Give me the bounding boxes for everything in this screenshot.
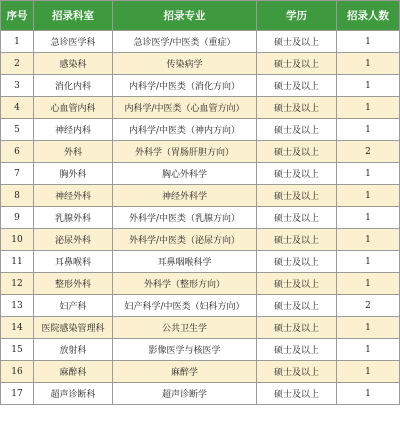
cell-index: 8 bbox=[1, 185, 34, 207]
cell-education: 硕士及以上 bbox=[257, 119, 337, 141]
table-row bbox=[1, 163, 400, 185]
cell-major: 外科学（整形方向） bbox=[113, 273, 257, 295]
cell-index: 4 bbox=[1, 97, 34, 119]
cell-department: 神经外科 bbox=[34, 185, 113, 207]
cell-index: 15 bbox=[1, 339, 34, 361]
cell-major: 外科学/中医类（泌尿方向） bbox=[113, 229, 257, 251]
cell-department: 消化内科 bbox=[34, 75, 113, 97]
cell-count: 1 bbox=[337, 31, 400, 53]
cell-education: 硕士及以上 bbox=[257, 185, 337, 207]
cell-education: 硕士及以上 bbox=[257, 383, 337, 405]
table-row bbox=[1, 185, 400, 207]
cell-index: 16 bbox=[1, 361, 34, 383]
cell-department: 感染科 bbox=[34, 53, 113, 75]
cell-major: 神经外科学 bbox=[113, 185, 257, 207]
cell-department: 乳腺外科 bbox=[34, 207, 113, 229]
cell-index: 9 bbox=[1, 207, 34, 229]
cell-major: 公共卫生学 bbox=[113, 317, 257, 339]
cell-major: 内科学/中医类（心血管方向） bbox=[113, 97, 257, 119]
cell-major: 耳鼻咽喉科学 bbox=[113, 251, 257, 273]
cell-department: 超声诊断科 bbox=[34, 383, 113, 405]
cell-count: 1 bbox=[337, 361, 400, 383]
cell-major: 胸心外科学 bbox=[113, 163, 257, 185]
cell-department: 医院感染管理科 bbox=[34, 317, 113, 339]
table-row bbox=[1, 295, 400, 317]
cell-count: 1 bbox=[337, 207, 400, 229]
cell-count: 1 bbox=[337, 185, 400, 207]
header-major: 招录专业 bbox=[113, 1, 257, 31]
table-row bbox=[1, 75, 400, 97]
cell-index: 3 bbox=[1, 75, 34, 97]
cell-count: 1 bbox=[337, 75, 400, 97]
cell-education: 硕士及以上 bbox=[257, 339, 337, 361]
cell-major: 妇产科学/中医类（妇科方向） bbox=[113, 295, 257, 317]
table-row bbox=[1, 31, 400, 53]
cell-department: 心血管内科 bbox=[34, 97, 113, 119]
cell-count: 1 bbox=[337, 317, 400, 339]
cell-index: 12 bbox=[1, 273, 34, 295]
cell-count: 1 bbox=[337, 163, 400, 185]
table-row bbox=[1, 339, 400, 361]
cell-count: 1 bbox=[337, 339, 400, 361]
cell-education: 硕士及以上 bbox=[257, 163, 337, 185]
table-header bbox=[1, 1, 400, 31]
table-body bbox=[1, 31, 400, 405]
cell-education: 硕士及以上 bbox=[257, 53, 337, 75]
cell-education: 硕士及以上 bbox=[257, 251, 337, 273]
cell-education: 硕士及以上 bbox=[257, 317, 337, 339]
table-row bbox=[1, 97, 400, 119]
cell-education: 硕士及以上 bbox=[257, 361, 337, 383]
cell-department: 神经内科 bbox=[34, 119, 113, 141]
cell-index: 14 bbox=[1, 317, 34, 339]
cell-index: 17 bbox=[1, 383, 34, 405]
cell-education: 硕士及以上 bbox=[257, 31, 337, 53]
table-row bbox=[1, 207, 400, 229]
cell-department: 外科 bbox=[34, 141, 113, 163]
cell-count: 1 bbox=[337, 251, 400, 273]
cell-major: 外科学（胃肠肝胆方向） bbox=[113, 141, 257, 163]
table-row bbox=[1, 317, 400, 339]
table-row bbox=[1, 229, 400, 251]
cell-count: 2 bbox=[337, 295, 400, 317]
cell-major: 传染病学 bbox=[113, 53, 257, 75]
cell-index: 11 bbox=[1, 251, 34, 273]
cell-major: 超声诊断学 bbox=[113, 383, 257, 405]
cell-education: 硕士及以上 bbox=[257, 207, 337, 229]
cell-department: 整形外科 bbox=[34, 273, 113, 295]
header-row bbox=[1, 1, 400, 31]
cell-count: 1 bbox=[337, 119, 400, 141]
cell-major: 内科学/中医类（神内方向） bbox=[113, 119, 257, 141]
cell-count: 1 bbox=[337, 53, 400, 75]
table-row bbox=[1, 53, 400, 75]
cell-education: 硕士及以上 bbox=[257, 75, 337, 97]
cell-major: 急诊医学/中医类（重症） bbox=[113, 31, 257, 53]
cell-department: 麻醉科 bbox=[34, 361, 113, 383]
cell-index: 2 bbox=[1, 53, 34, 75]
table-row bbox=[1, 251, 400, 273]
cell-index: 7 bbox=[1, 163, 34, 185]
cell-major: 内科学/中医类（消化方向） bbox=[113, 75, 257, 97]
table-row bbox=[1, 361, 400, 383]
header-index: 序号 bbox=[1, 1, 34, 31]
cell-department: 胸外科 bbox=[34, 163, 113, 185]
cell-education: 硕士及以上 bbox=[257, 97, 337, 119]
cell-count: 2 bbox=[337, 141, 400, 163]
cell-department: 妇产科 bbox=[34, 295, 113, 317]
cell-education: 硕士及以上 bbox=[257, 229, 337, 251]
cell-department: 急诊医学科 bbox=[34, 31, 113, 53]
cell-major: 影像医学与核医学 bbox=[113, 339, 257, 361]
cell-index: 5 bbox=[1, 119, 34, 141]
cell-major: 外科学/中医类（乳腺方向） bbox=[113, 207, 257, 229]
header-department: 招录科室 bbox=[34, 1, 113, 31]
header-education: 学历 bbox=[257, 1, 337, 31]
table-row bbox=[1, 119, 400, 141]
cell-count: 1 bbox=[337, 383, 400, 405]
cell-count: 1 bbox=[337, 97, 400, 119]
table-row bbox=[1, 141, 400, 163]
cell-index: 6 bbox=[1, 141, 34, 163]
cell-index: 13 bbox=[1, 295, 34, 317]
cell-index: 1 bbox=[1, 31, 34, 53]
table-row bbox=[1, 273, 400, 295]
cell-count: 1 bbox=[337, 273, 400, 295]
cell-count: 1 bbox=[337, 229, 400, 251]
cell-department: 泌尿外科 bbox=[34, 229, 113, 251]
header-count: 招录人数 bbox=[337, 1, 400, 31]
cell-index: 10 bbox=[1, 229, 34, 251]
cell-education: 硕士及以上 bbox=[257, 141, 337, 163]
cell-major: 麻醉学 bbox=[113, 361, 257, 383]
cell-department: 放射科 bbox=[34, 339, 113, 361]
table-row bbox=[1, 383, 400, 405]
cell-education: 硕士及以上 bbox=[257, 295, 337, 317]
cell-education: 硕士及以上 bbox=[257, 273, 337, 295]
cell-department: 耳鼻喉科 bbox=[34, 251, 113, 273]
